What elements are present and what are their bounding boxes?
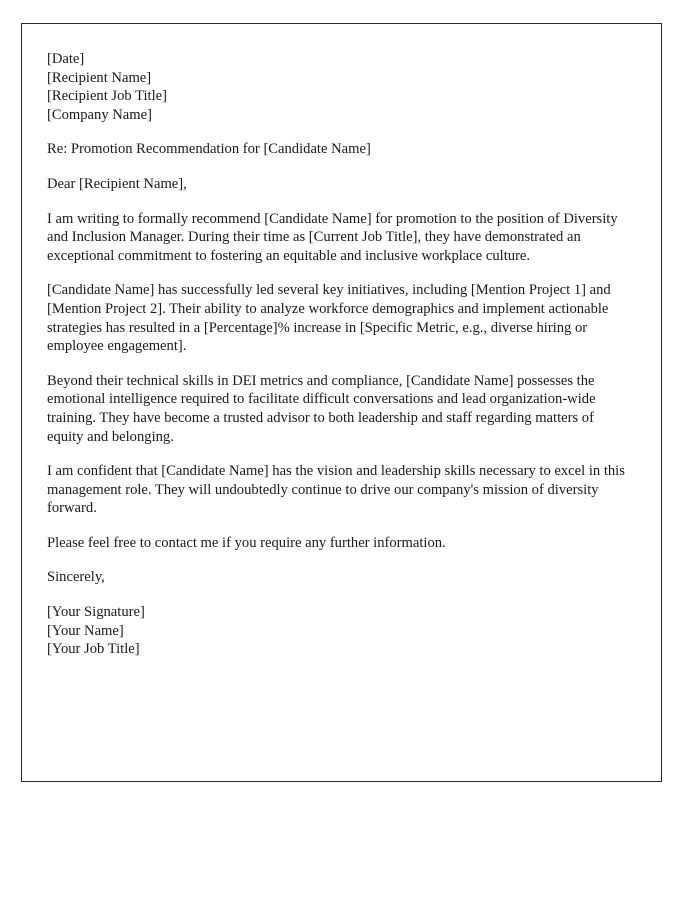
address-line-company-name: [Company Name] [47, 106, 152, 123]
letter-page-frame [21, 23, 662, 782]
address-line-recipient-job-title: [Recipient Job Title] [47, 88, 167, 105]
body-paragraph-3: Beyond their technical skills in DEI metrics and compliance, [Candidate Name] possesses the emotional intelligence required to facilitate difficult conversations and lead organization-wide training. They have become a trusted advisor to both leadership and staff regarding matters of equity and belonging. [47, 372, 596, 445]
signature-line-name: [Your Name] [47, 622, 124, 639]
body-paragraph-1: I am writing to formally recommend [Candidate Name] for promotion to the position of Diversity and Inclusion Manager. During their time as [Current Job Title], they have demonstrated an exceptional commitment to fostering an equitable and inclusive workplace culture. [47, 210, 618, 264]
recipient-address-block [47, 50, 627, 124]
signature-block [47, 603, 627, 659]
body-paragraph-2: [Candidate Name] has successfully led several key initiatives, including [Mention Project 1] and [Mention Project 2]. Their ability to analyze workforce demographics and implement actionable strategies has resulted in a [Percentage]% increase in [Specific Metric, e.g., diverse hiring or employee engagement]. [47, 282, 611, 355]
signature-line-signature: [Your Signature] [47, 604, 145, 621]
body-paragraph-5: Please feel free to contact me if you require any further information. [47, 534, 446, 551]
letter-content [22, 24, 661, 679]
address-line-recipient-name: [Recipient Name] [47, 69, 152, 86]
closing-salutation: Sincerely, [47, 569, 105, 586]
salutation: Dear [Recipient Name], [47, 175, 187, 192]
body-paragraph-4: I am confident that [Candidate Name] has the vision and leadership skills necessary to excel in this management role. They will undoubtedly continue to drive our company's mission of diversity forward. [47, 463, 625, 517]
signature-line-job-title: [Your Job Title] [47, 641, 140, 658]
address-line-date: [Date] [47, 51, 85, 67]
subject-line: Re: Promotion Recommendation for [Candidate Name] [47, 141, 371, 158]
